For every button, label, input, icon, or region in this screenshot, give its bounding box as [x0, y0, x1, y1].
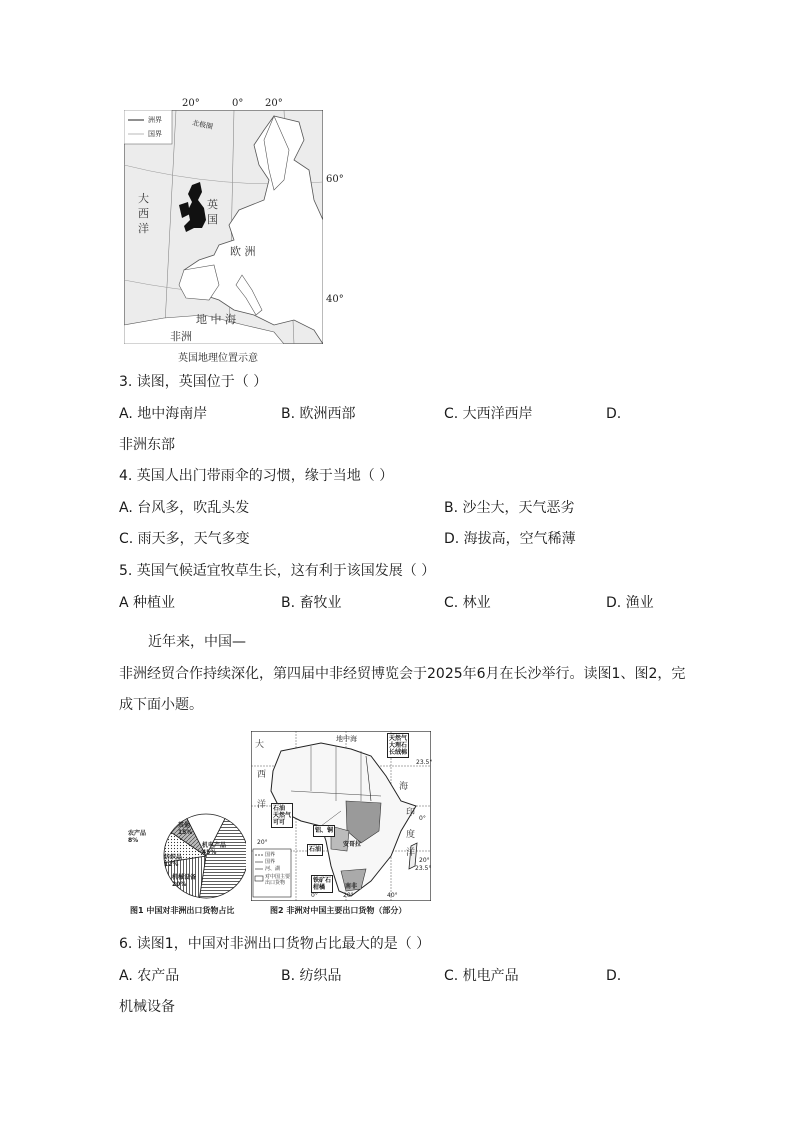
passage-line-1: 近年来，中国— [148, 634, 246, 650]
fig2-lat-20n: 20° [257, 839, 268, 846]
passage-line-2: 非洲经贸合作持续深化，第四届中非经贸博览会于2025年6月在长沙举行。读图1、图2，完 [119, 666, 686, 682]
fig2-lon-20: 20° [343, 892, 354, 899]
pie-label-jixie-value: 20% [172, 881, 187, 888]
fig2-label-yang-e: 洋 [406, 848, 416, 858]
q4-option-d[interactable]: D. 海拔高，空气稀薄 [444, 531, 576, 547]
fig2-legend-1: 国界 [265, 852, 276, 858]
pie-label-fangzhi-value: 12% [164, 861, 179, 868]
fig2-label-yang-w: 洋 [257, 800, 267, 810]
q6-option-d-text: 机械设备 [119, 999, 175, 1015]
q6-option-a[interactable]: A. 农产品 [119, 968, 180, 984]
pie-label-fangzhi-text: 纺织品 [164, 854, 183, 861]
pie-label-qita-text: 其他 [178, 822, 191, 829]
fig2-lat-23s: 23.5° [415, 865, 432, 872]
pie-label-fangzhi [164, 854, 182, 868]
fig2-lat-20: 20° [419, 857, 430, 864]
pie-label-qita [178, 822, 192, 836]
atlantic-label-1: 大 [138, 192, 149, 205]
lon-20e: 20° [265, 98, 283, 109]
fig2-legend-4: 对中国主要 出口货物 [265, 874, 291, 886]
fig2-caption: 图2 非洲对中国主要出口货物（部分） [270, 906, 407, 915]
q3-option-b[interactable]: B. 欧洲西部 [281, 406, 356, 422]
fig2-iron-box: 铁矿石 柑橘 [313, 877, 332, 891]
fig2-oil-box-1: 石油 天然气 可可 [273, 805, 292, 826]
lat-40: 40° [326, 294, 344, 305]
fig2-label-xi: 西 [257, 770, 267, 780]
fig2-label-hai: 海 [399, 782, 409, 792]
fig2-lon-40: 40° [387, 892, 398, 899]
lon-0: 0° [232, 98, 244, 109]
q4-option-c[interactable]: C. 雨天多，天气多变 [119, 531, 250, 547]
europe-label: 欧 洲 [230, 245, 256, 258]
uk-label-2: 国 [207, 213, 218, 226]
fig2-angola: 安哥拉 [343, 841, 362, 848]
fig2-southafrica: 南非 [345, 883, 358, 890]
q3-stem: 3. 读图，英国位于（ ） [119, 374, 268, 390]
q4-option-a[interactable]: A. 台风多，吹乱头发 [119, 500, 250, 516]
legend-country-border: 国界 [148, 130, 162, 138]
q6-option-d[interactable]: D. [606, 968, 622, 984]
q3-option-a[interactable]: A. 地中海南岸 [119, 406, 208, 422]
fig2-africa-map [251, 731, 431, 901]
fig2-label-du: 度 [406, 830, 416, 840]
pie-label-qita-value: 15% [178, 829, 193, 836]
pie-label-jixie-text: 机械设备 [172, 874, 197, 881]
fig2-label-yin: 印 [406, 808, 416, 818]
fig1-pie-chart [128, 808, 246, 904]
q5-option-d[interactable]: D. 渔业 [606, 595, 654, 611]
africa-label: 非洲 [170, 330, 192, 343]
fig2-lon-0: 0° [311, 892, 318, 899]
q5-stem: 5. 英国气候适宜牧草生长，这有利于该国发展（ ） [119, 563, 436, 579]
q3-option-d-text: 非洲东部 [119, 437, 175, 453]
lon-20w: 20° [182, 98, 200, 109]
fig2-gas-box: 天然气 大理石 长绒棉 [389, 735, 408, 756]
fig2-legend-2: 国界 [265, 859, 276, 865]
uk-label-1: 英 [207, 198, 218, 211]
uk-map-graphic [124, 110, 323, 344]
q5-option-b[interactable]: B. 畜牧业 [281, 595, 342, 611]
pie-label-jidian [202, 842, 226, 856]
q4-option-b[interactable]: B. 沙尘大，天气恶劣 [444, 500, 575, 516]
q6-option-b[interactable]: B. 纺织品 [281, 968, 342, 984]
fig2-label-da: 大 [255, 740, 265, 750]
fig2-lat-23n: 23.5° [416, 759, 433, 766]
atlantic-label-3: 洋 [138, 222, 149, 235]
atlantic-label-2: 西 [138, 207, 149, 220]
fig2-copper-box: 铝、铜 [313, 825, 335, 837]
pie-label-nongchan-value: 8% [128, 837, 139, 844]
pie-label-nongchan-text: 农产品 [128, 830, 147, 837]
fig2-oil-box-2: 石油 [307, 844, 323, 856]
map1-caption: 英国地理位置示意 [178, 353, 258, 364]
q4-stem: 4. 英国人出门带雨伞的习惯，缘于当地（ ） [119, 468, 394, 484]
q3-option-c[interactable]: C. 大西洋西岸 [444, 406, 533, 422]
fig2-lat-0: 0° [419, 815, 426, 822]
q3-option-d[interactable]: D. [606, 406, 622, 422]
legend-continent-border: 洲界 [148, 116, 162, 124]
passage-line-3: 成下面小题。 [119, 697, 203, 713]
lat-60: 60° [326, 174, 344, 185]
fig1-caption: 图1 中国对非洲出口货物占比 [130, 906, 235, 915]
uk-map [124, 110, 323, 344]
mediterranean-label: 地 中 海 [196, 313, 236, 326]
q5-option-c[interactable]: C. 林业 [444, 595, 491, 611]
pie-label-nongchan [128, 830, 146, 844]
pie-label-jidian-text: 机电产品 [202, 842, 227, 849]
fig2-legend-3: 河、湖 [265, 866, 281, 872]
q5-option-a[interactable]: A 种植业 [119, 595, 176, 611]
pie-label-jixie [172, 874, 196, 888]
arctic-circle-label: 北极圈 [191, 118, 214, 132]
pie-label-jidian-value: 45% [202, 849, 217, 856]
q6-option-c[interactable]: C. 机电产品 [444, 968, 519, 984]
fig2-label-med: 地中海 [336, 735, 357, 743]
q6-stem: 6. 读图1，中国对非洲出口货物占比最大的是（ ） [119, 936, 431, 952]
